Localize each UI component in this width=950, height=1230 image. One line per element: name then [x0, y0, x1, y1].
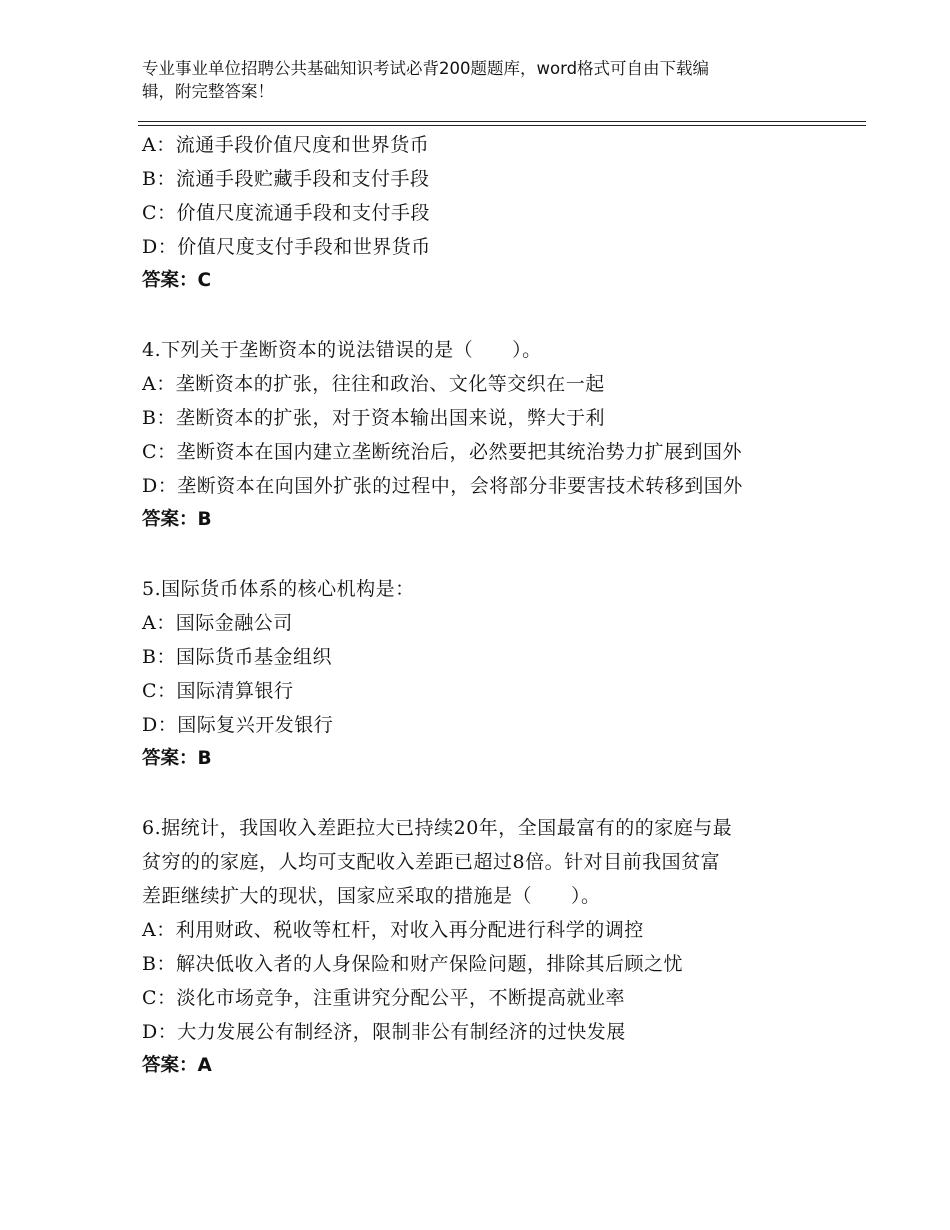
question-4: [142, 333, 822, 537]
option-d: D：大力发展公有制经济，限制非公有制经济的过快发展: [142, 1021, 626, 1043]
question-content: [142, 128, 822, 1083]
option-d: D：价值尺度支付手段和世界货币: [142, 236, 431, 258]
option-c: C：垄断资本在国内建立垄断统治后，必然要把其统治势力扩展到国外: [142, 441, 743, 463]
header-divider: [138, 121, 866, 126]
option-c: C：淡化市场竞争，注重讲究分配公平，不断提高就业率: [142, 987, 626, 1009]
answer: 答案：B: [142, 509, 212, 530]
spacer: [142, 298, 822, 333]
option-a: A：利用财政、税收等杠杆，对收入再分配进行科学的调控: [142, 919, 644, 941]
question-stem: 5.国际货币体系的核心机构是：: [142, 578, 415, 600]
question-stem-line-3: 差距继续扩大的现状，国家应采取的措施是（ ）。: [142, 885, 601, 907]
header-line-1: 专业事业单位招聘公共基础知识考试必背200题题库，word格式可自由下载编: [142, 59, 710, 78]
answer: 答案：B: [142, 748, 212, 769]
option-a: A：垄断资本的扩张，往往和政治、文化等交织在一起: [142, 373, 605, 395]
question-stem-line-2: 贫穷的的家庭，人均可支配收入差距已超过8倍。针对目前我国贫富: [142, 851, 721, 873]
spacer: [142, 776, 822, 811]
option-b: B：国际货币基金组织: [142, 646, 332, 668]
option-c: C：价值尺度流通手段和支付手段: [142, 202, 431, 224]
option-b: B：解决低收入者的人身保险和财产保险问题，排除其后顾之忧: [142, 953, 683, 975]
option-d: D：垄断资本在向国外扩张的过程中，会将部分非要害技术转移到国外: [142, 475, 743, 497]
question-6: [142, 811, 822, 1083]
answer: 答案：A: [142, 1055, 212, 1076]
question-3: [142, 128, 822, 298]
answer: 答案：C: [142, 270, 212, 291]
header-line-2: 辑，附完整答案！: [142, 82, 274, 101]
option-a: A：国际金融公司: [142, 612, 293, 634]
spacer: [142, 537, 822, 572]
option-a: A：流通手段价值尺度和世界货币: [142, 134, 430, 156]
page-header: [142, 57, 782, 103]
option-c: C：国际清算银行: [142, 680, 294, 702]
option-b: B：垄断资本的扩张，对于资本输出国来说，弊大于利: [142, 407, 605, 429]
option-d: D：国际复兴开发银行: [142, 714, 334, 736]
question-stem-line-1: 6.据统计，我国收入差距拉大已持续20年，全国最富有的的家庭与最: [142, 817, 733, 839]
option-b: B：流通手段贮藏手段和支付手段: [142, 168, 430, 190]
question-5: [142, 572, 822, 776]
question-stem: 4.下列关于垄断资本的说法错误的是（ ）。: [142, 339, 542, 361]
